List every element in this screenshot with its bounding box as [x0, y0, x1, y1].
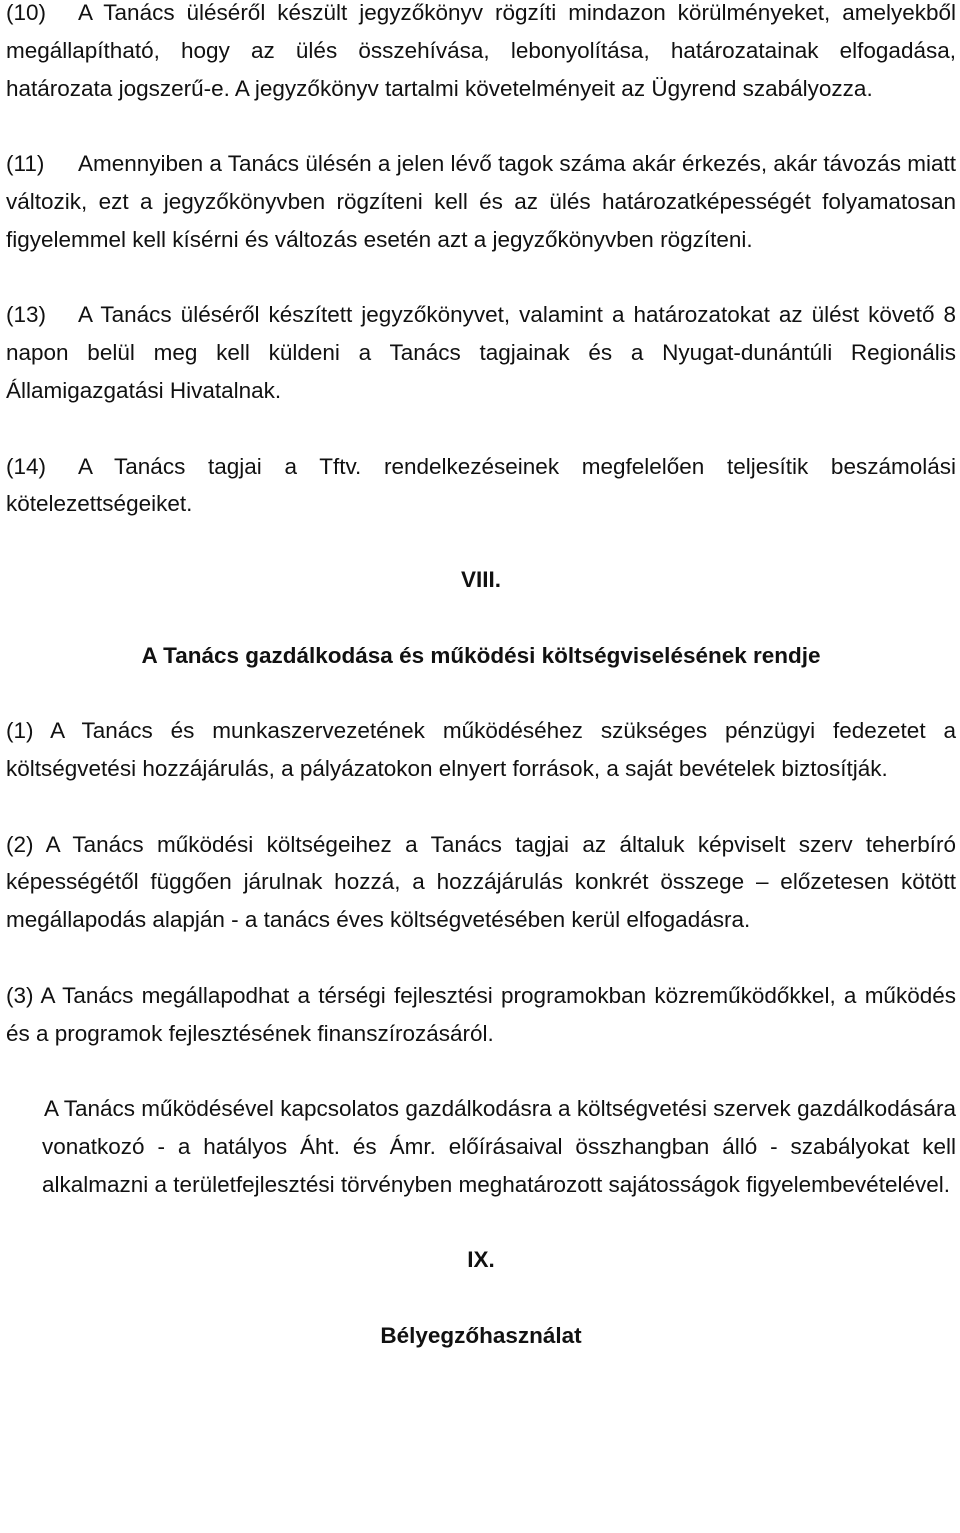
section-8-paragraph-3	[6, 977, 956, 1053]
paragraph-number: (2)	[6, 831, 34, 857]
paragraph-number: (1)	[6, 718, 34, 744]
paragraph-number: (11)	[6, 151, 45, 177]
paragraph-number: (13)	[6, 302, 47, 328]
paragraph-number	[6, 1090, 44, 1128]
section-9-title: Bélyegzőhasználat	[380, 1322, 582, 1348]
paragraph-11	[6, 145, 956, 258]
section-8-paragraph-1	[6, 712, 956, 788]
section-8-title: A Tanács gazdálkodása és működési költségviselésének rendje	[141, 642, 821, 668]
paragraph-text: A Tanács működésével kapcsolatos gazdálkodásra a költségvetési szervek gazdálkodására vonatkozó - a hatályos Áht. és Ámr. előírásaival összhangban álló - szabályokat kell alkalmazni a területfejlesztési törvényben meghatározott sajátosságok figyelembevételével.	[42, 1096, 956, 1197]
section-8-number: VIII.	[460, 566, 501, 592]
paragraph-text: A Tanács üléséről készült jegyzőkönyv rögzíti mindazon körülményeket, amelyekből megállapítható, hogy az ülés összehívása, lebonyolítása, határozatainak elfogadása, határozata jogszerű-e. A jegyzőkönyv tartalmi követelményeit az Ügyrend szabályozza.	[6, 0, 956, 101]
section-8-paragraph-4	[6, 1090, 956, 1203]
paragraph-text: A Tanács és munkaszervezetének működéséhez szükséges pénzügyi fedezetet a költségvetési hozzájárulás, a pályázatokon elnyert források, a saját bevételek biztosítják.	[6, 718, 956, 781]
section-9-number: IX.	[467, 1247, 495, 1273]
paragraph-number: (14)	[6, 453, 47, 479]
section-8-paragraph-2	[6, 826, 956, 939]
paragraph-10	[6, 0, 956, 107]
paragraph-text: Amennyiben a Tanács ülésén a jelen lévő tagok száma akár érkezés, akár távozás miatt változik, ezt a jegyzőkönyvben rögzíteni kell és az ülés határozatképességét folyamatosan figyelemmel kell kísérni és változás esetén azt a jegyzőkönyvben rögzíteni.	[6, 151, 956, 252]
document-page	[6, 0, 956, 1355]
paragraph-13	[6, 296, 956, 409]
paragraph-14	[6, 448, 956, 524]
paragraph-text: A Tanács működési költségeihez a Tanács tagjai az általuk képviselt szerv teherbíró képességétől függően járulnak hozzá, a hozzájárulás konkrét összege – előzetesen kötött megállapodás alapján - a tanács éves költségvetésében kerül elfogadásra.	[6, 831, 956, 933]
paragraph-text: A Tanács tagjai a Tftv. rendelkezéseinek megfelelően teljesítik beszámolási kötelezettségeiket.	[6, 453, 956, 517]
paragraph-number: (10)	[6, 0, 47, 25]
paragraph-text: A Tanács megállapodhat a térségi fejlesztési programokban közreműködőkkel, a működés és a programok fejlesztésének finanszírozásáról.	[6, 982, 956, 1046]
paragraph-text: A Tanács üléséről készített jegyzőkönyvet, valamint a határozatokat az ülést követő 8 napon belül meg kell küldeni a Tanács tagjainak és a Nyugat-dunántúli Regionális Államigazgatási Hivatalnak.	[6, 302, 956, 403]
paragraph-number: (3)	[6, 982, 34, 1008]
